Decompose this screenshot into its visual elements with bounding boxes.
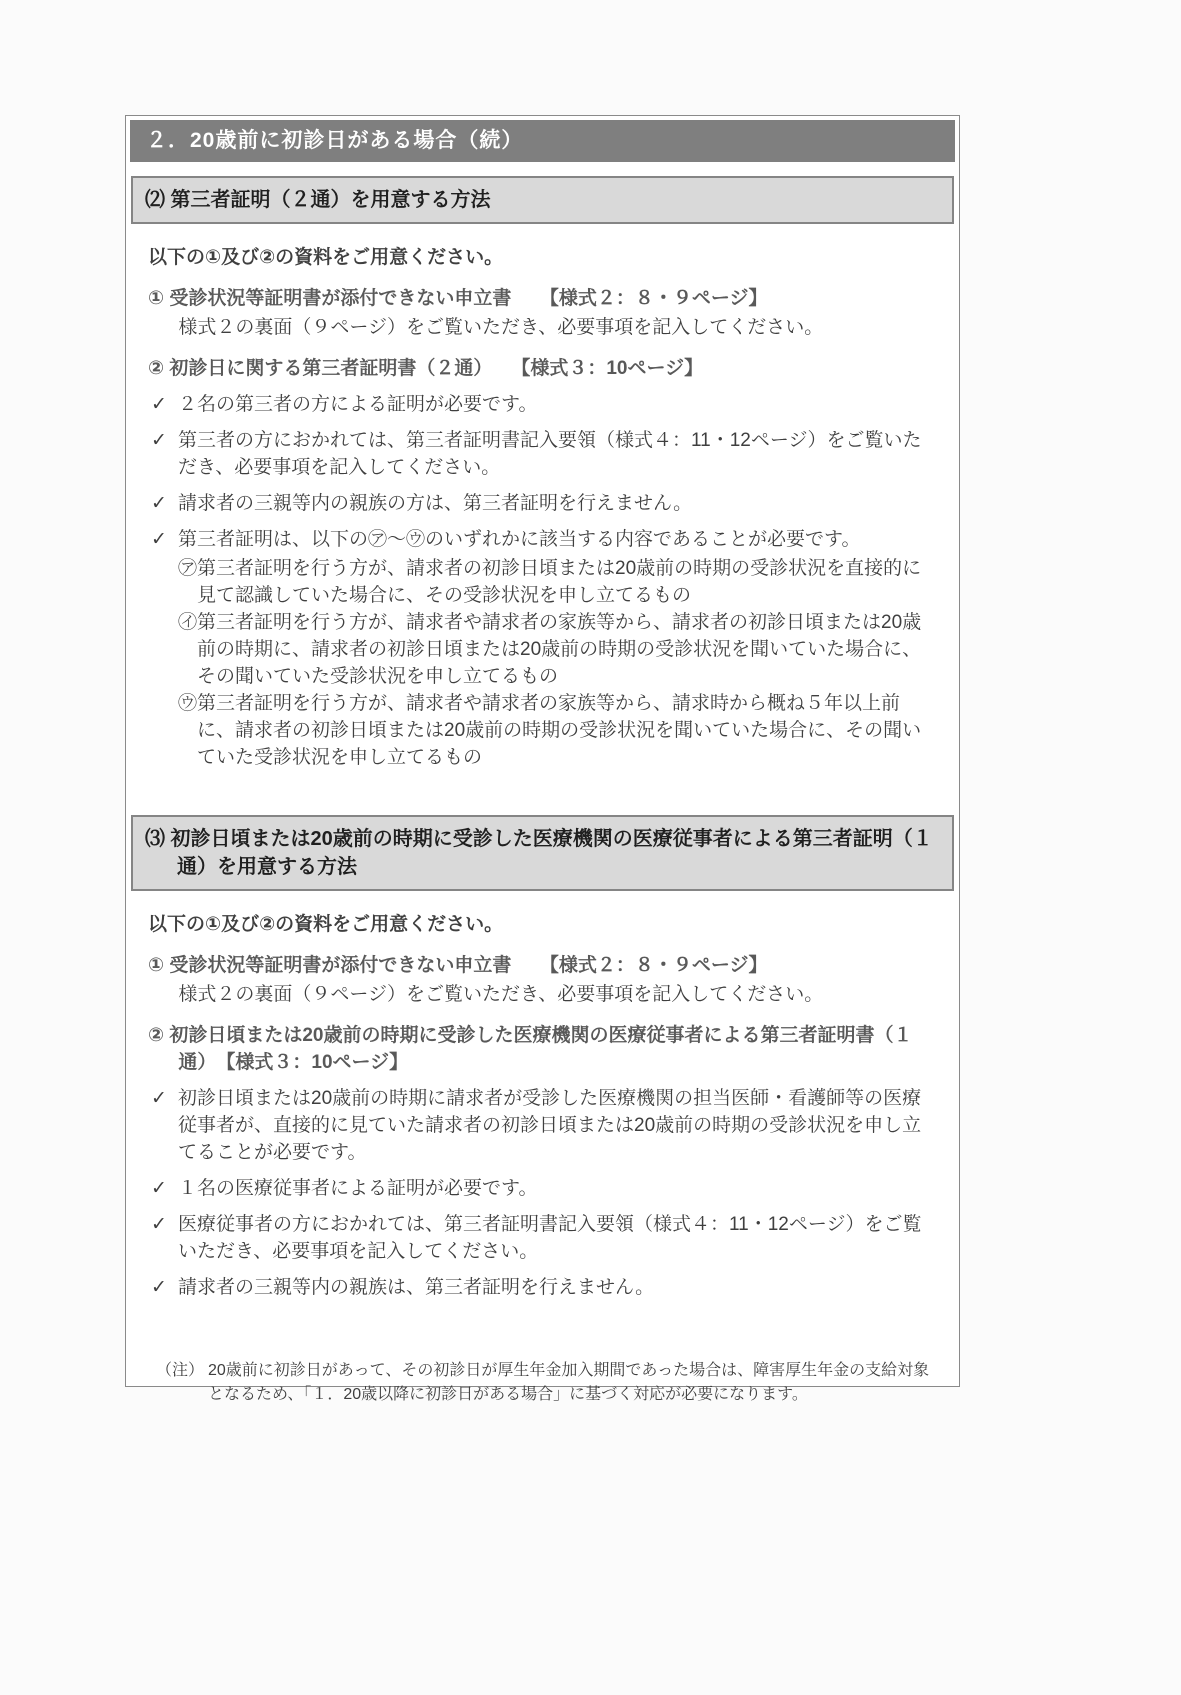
check-item xyxy=(148,526,935,553)
check-text: 第三者の方におかれては、第三者証明書記入要領（様式４：11・12ページ）をご覧いただき、必要事項を記入してください。 xyxy=(178,430,922,478)
check-icon: ✓ xyxy=(151,1214,167,1235)
section-3-check-list xyxy=(148,1085,935,1301)
section-3-body xyxy=(126,891,959,1301)
section-3-item-1-note: 様式２の裏面（９ページ）をご覧いただき、必要事項を記入してください。 xyxy=(178,984,824,1005)
document-page xyxy=(125,115,960,1403)
check-icon: ✓ xyxy=(151,1178,167,1199)
check-item xyxy=(148,1274,935,1301)
sub-item-i: ㋑第三者証明を行う方が、請求者や請求者の家族等から、請求者の初診日頃または20歳前の時期に、請求者の初診日頃または20歳前の時期の受診状況を聞いていた場合に、その聞いていた受診状況を申し立てるもの xyxy=(178,612,922,687)
section-3-heading: ⑶ 初診日頃または20歳前の時期に受診した医療機関の医療従事者による第三者証明（１通）を用意する方法 xyxy=(145,828,933,878)
section-2-header xyxy=(131,176,954,224)
check-item xyxy=(148,1211,935,1265)
section-2-sub-list xyxy=(148,555,935,771)
check-icon: ✓ xyxy=(151,529,167,550)
section-3-item-1-label: ① 受診状況等証明書が添付できない申立書 【様式２：８・９ページ】 xyxy=(148,955,768,976)
section-3-intro: 以下の①及び②の資料をご用意ください。 xyxy=(148,914,504,935)
sub-item-u: ㋒第三者証明を行う方が、請求者や請求者の家族等から、請求時から概ね５年以上前に、請求者の初診日頃または20歳前の時期の受診状況を聞いていた場合に、その聞いていた受診状況を申し立てるもの xyxy=(178,693,922,768)
check-icon: ✓ xyxy=(151,394,167,415)
check-text: 請求者の三親等内の親族は、第三者証明を行えません。 xyxy=(178,1277,655,1298)
check-icon: ✓ xyxy=(151,1277,167,1298)
page-title: ２．20歳前に初診日がある場合（続） xyxy=(146,129,524,152)
sub-item-a: ㋐第三者証明を行う方が、請求者の初診日頃または20歳前の時期の受診状況を直接的に見て認識していた場合に、その受診状況を申し立てるもの xyxy=(178,558,922,606)
check-item xyxy=(148,490,935,517)
check-icon: ✓ xyxy=(151,430,167,451)
check-item xyxy=(148,1085,935,1166)
check-item xyxy=(148,391,935,418)
check-text: 初診日頃または20歳前の時期に請求者が受診した医療機関の担当医師・看護師等の医療従事者が、直接的に見ていた請求者の初診日頃または20歳前の時期の受診状況を申し立てることが必要です。 xyxy=(178,1088,922,1163)
check-text: １名の医療従事者による証明が必要です。 xyxy=(178,1178,538,1199)
check-item xyxy=(148,427,935,481)
check-text: 第三者証明は、以下の㋐～㋒のいずれかに該当する内容であることが必要です。 xyxy=(178,529,861,550)
page-title-bar xyxy=(130,120,955,162)
section-3-header xyxy=(131,815,954,891)
section-2-check-list xyxy=(148,391,935,771)
section-2-item-2-label: ② 初診日に関する第三者証明書（２通） 【様式３：10ページ】 xyxy=(148,358,704,379)
footnote-marker: （注） xyxy=(156,1362,205,1379)
section-2-intro: 以下の①及び②の資料をご用意ください。 xyxy=(148,247,504,268)
section-2-item-1-note: 様式２の裏面（９ページ）をご覧いただき、必要事項を記入してください。 xyxy=(178,317,824,338)
footnote-text: 20歳前に初診日があって、その初診日が厚生年金加入期間であった場合は、障害厚生年金の支給対象となるため、「１．20歳以降に初診日がある場合」に基づく対応が必要になります。 xyxy=(208,1362,930,1403)
check-text: 請求者の三親等内の親族の方は、第三者証明を行えません。 xyxy=(178,493,693,514)
section-2-body xyxy=(126,224,959,771)
footnote xyxy=(156,1359,933,1407)
section-gap xyxy=(126,771,959,801)
check-icon: ✓ xyxy=(151,1088,167,1109)
section-3-item-2-label: ② 初診日頃または20歳前の時期に受診した医療機関の医療従事者による第三者証明書（１通） 【様式３：10ページ】 xyxy=(148,1025,913,1073)
check-icon: ✓ xyxy=(151,493,167,514)
section-2-heading: ⑵ 第三者証明（２通）を用意する方法 xyxy=(145,189,491,211)
check-text: ２名の第三者の方による証明が必要です。 xyxy=(178,394,538,415)
section-2-item-1-label: ① 受診状況等証明書が添付できない申立書 【様式２：８・９ページ】 xyxy=(148,288,768,309)
check-item xyxy=(148,1175,935,1202)
check-text: 医療従事者の方におかれては、第三者証明書記入要領（様式４：11・12ページ）をご覧いただき、必要事項を記入してください。 xyxy=(178,1214,922,1262)
